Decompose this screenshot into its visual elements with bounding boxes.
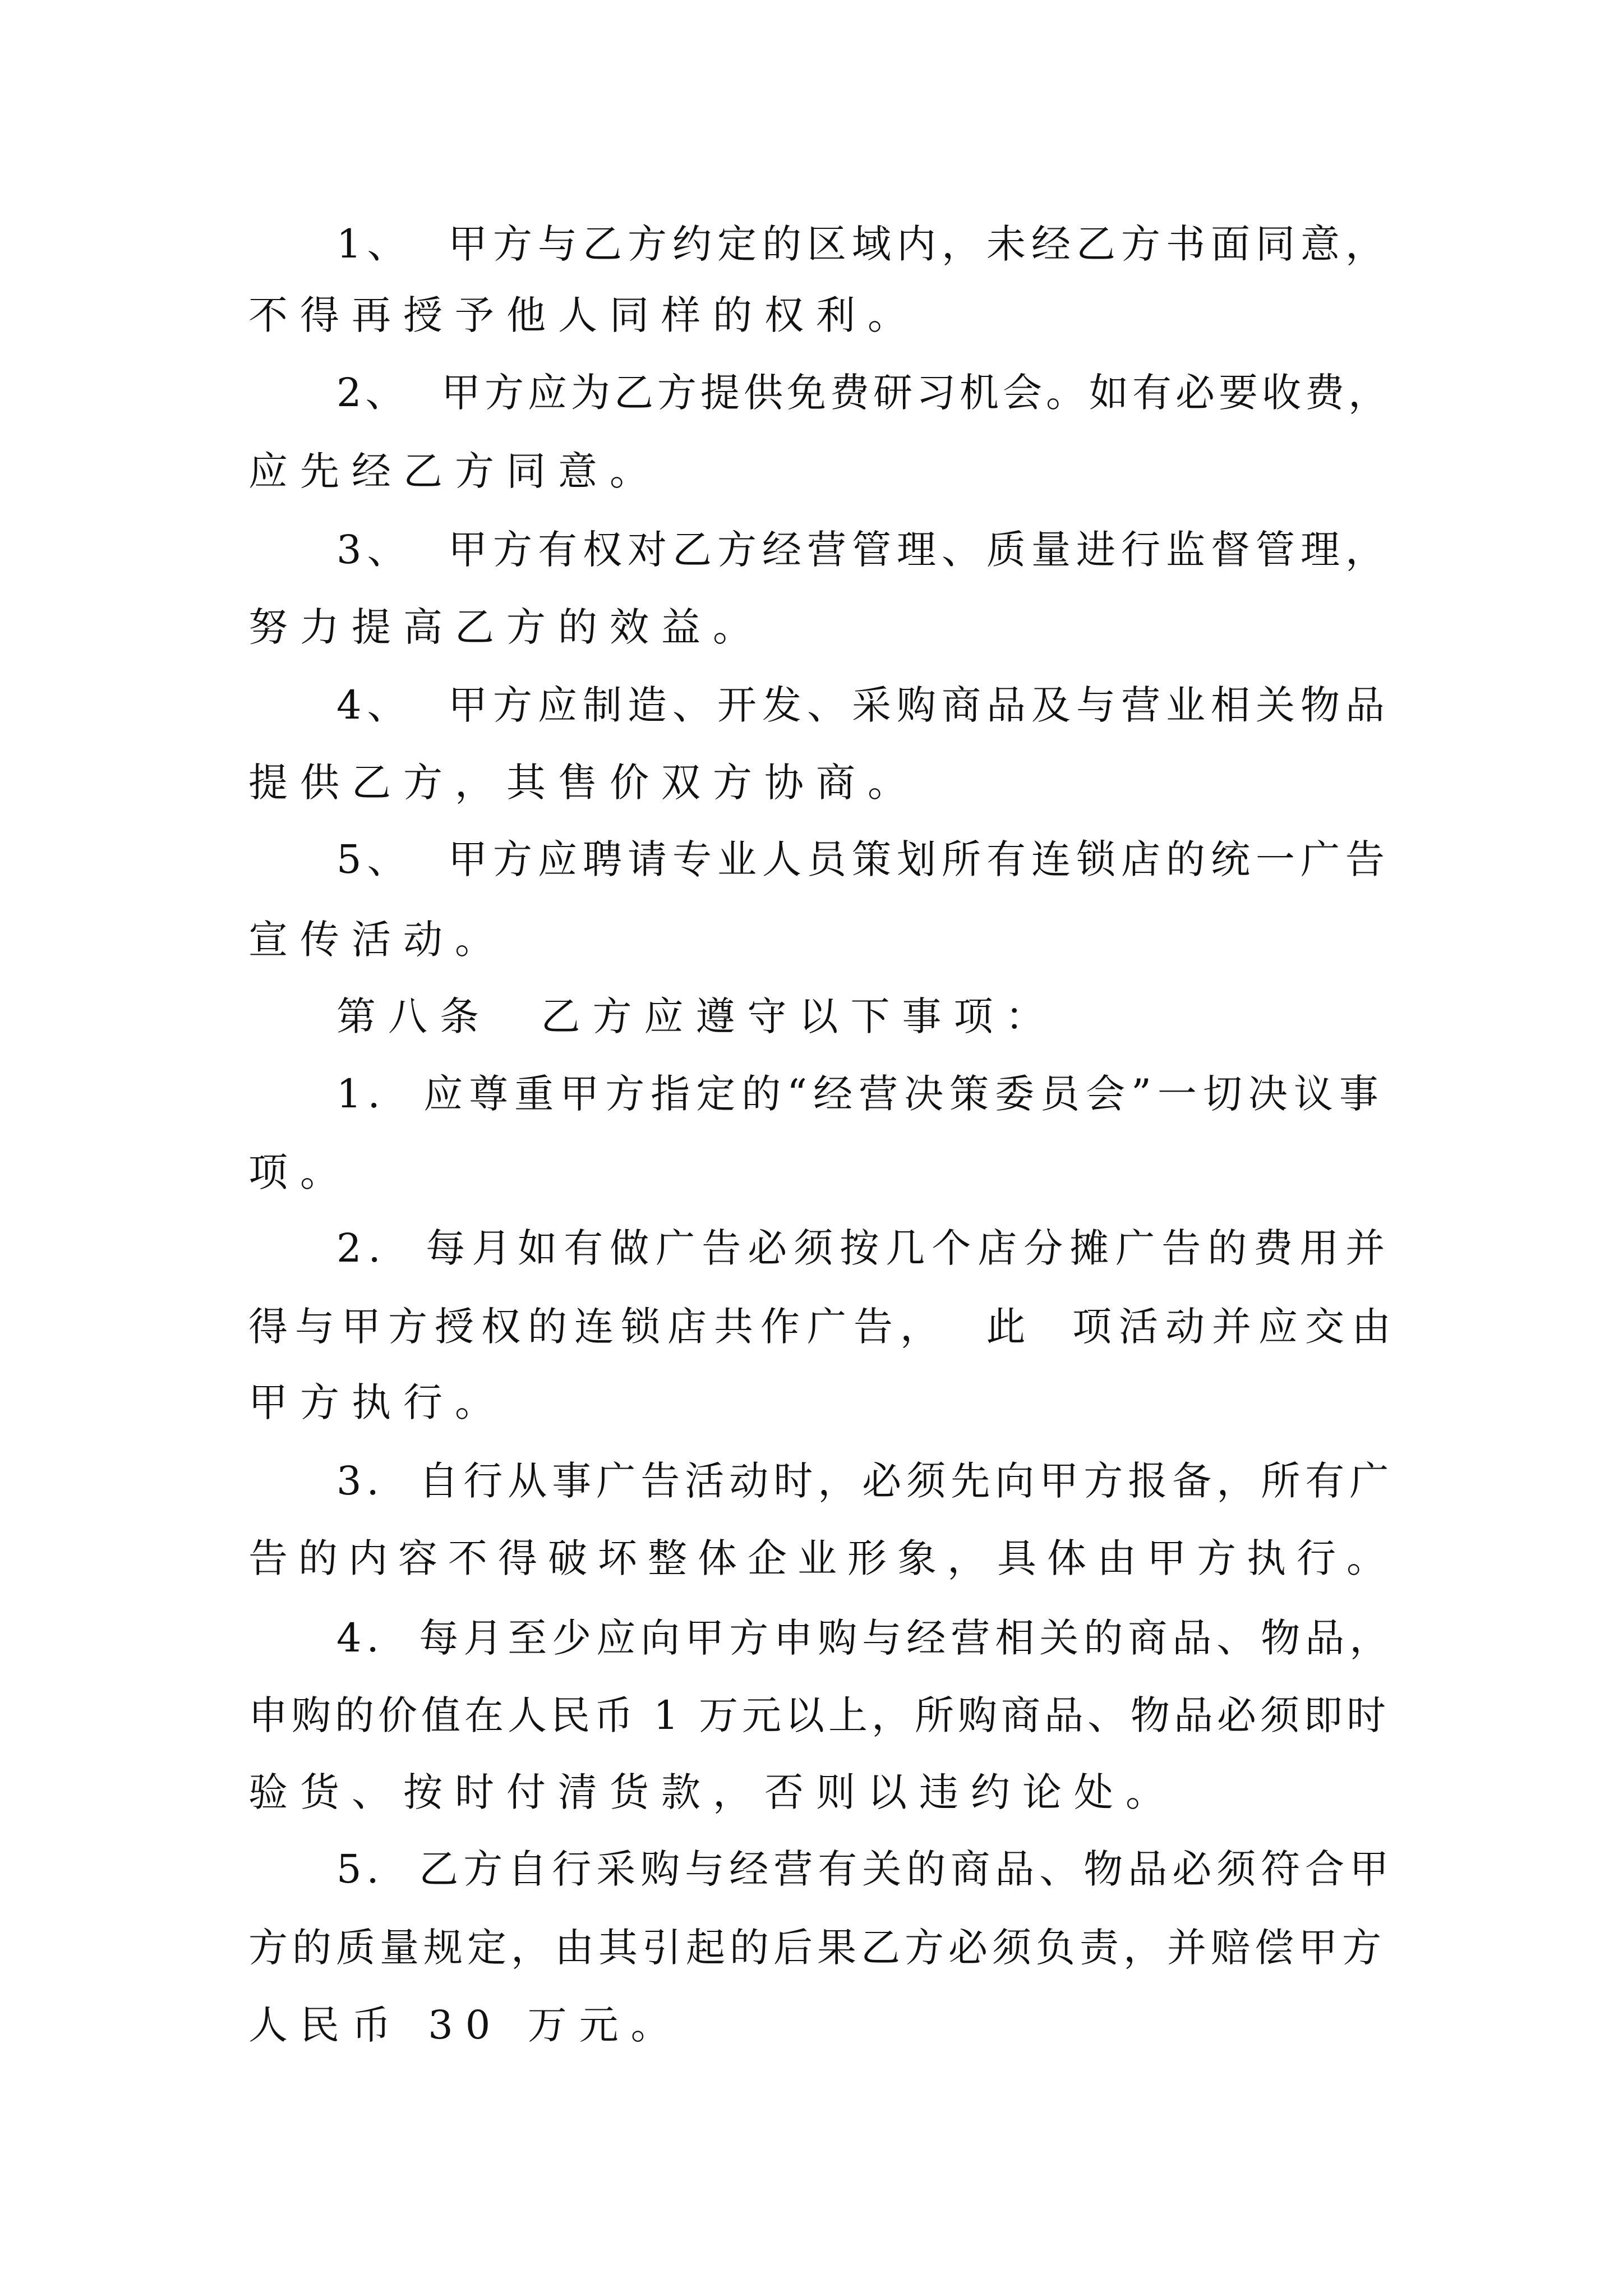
text-line: 宣传活动。 <box>248 917 506 963</box>
text-line: 甲方执行。 <box>248 1379 506 1425</box>
text-line: 申购的价值在人民币 1 万元以上，所购商品、物品必须即时 <box>248 1692 1390 1738</box>
text-line: 不得再授予他人同样的权利。 <box>248 292 919 338</box>
text-line: 5. 乙方自行采购与经营有关的商品、物品必须符合甲 <box>336 1846 1394 1892</box>
text-line: 人民币 30 万元。 <box>248 2002 683 2048</box>
text-line: 5、 甲方应聘请专业人员策划所有连锁店的统一广告 <box>336 836 1391 882</box>
text-line: 验货、按时付清货款，否则以违约论处。 <box>248 1769 1177 1815</box>
text-line: 4、 甲方应制造、开发、采购商品及与营业相关物品 <box>336 682 1391 728</box>
text-line: 1. 应尊重甲方指定的“经营决策委员会”一切决议事 <box>336 1071 1385 1117</box>
text-line: 得与甲方授权的连锁店共作广告， 此 项活动并应交由 <box>248 1304 1399 1350</box>
text-line: 项。 <box>248 1149 352 1195</box>
text-line: 告的内容不得破坏整体企业形象，具体由甲方执行。 <box>248 1535 1396 1581</box>
text-line: 2、 甲方应为乙方提供免费研习机会。如有必要收费， <box>336 370 1392 416</box>
text-line: 应先经乙方同意。 <box>248 448 661 494</box>
text-line: 3、 甲方有权对乙方经营管理、质量进行监督管理， <box>336 527 1391 573</box>
text-line: 1、 甲方与乙方约定的区域内，未经乙方书面同意， <box>336 221 1391 267</box>
text-line: 3. 自行从事广告活动时，必须先向甲方报备，所有广 <box>336 1458 1394 1504</box>
text-line: 4. 每月至少应向甲方申购与经营相关的商品、物品， <box>336 1615 1394 1661</box>
text-line: 第八条 乙方应遵守以下事项： <box>336 993 1057 1039</box>
text-line: 提供乙方，其售价双方协商。 <box>248 760 919 806</box>
text-line: 方的质量规定，由其引起的后果乙方必须负责，并赔偿甲方 <box>248 1925 1386 1971</box>
text-line: 努力提高乙方的效益。 <box>248 604 764 650</box>
text-line: 2. 每月如有做广告必须按几个店分摊广告的费用并 <box>336 1225 1392 1271</box>
